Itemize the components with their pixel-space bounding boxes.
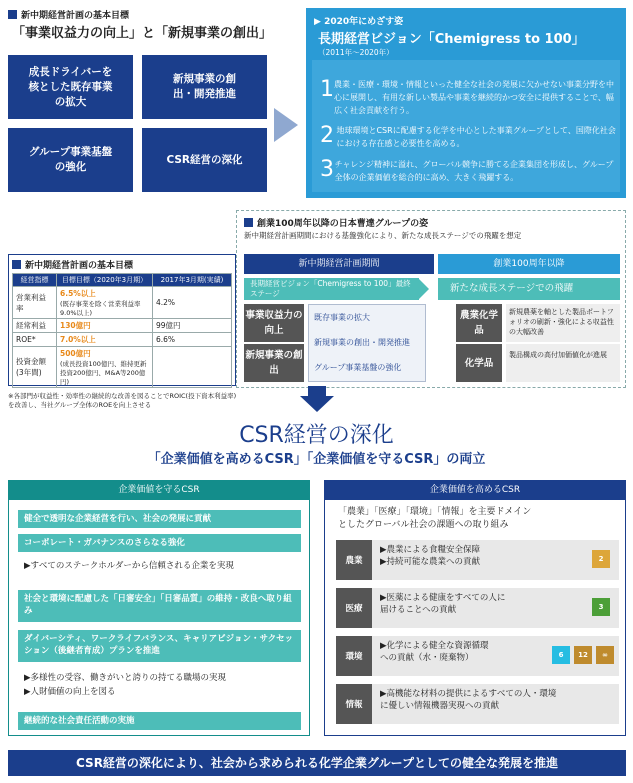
csr-right-row-medical (336, 588, 619, 628)
mid-item-3: グループ事業基盤の強化 (314, 363, 402, 372)
right-label-2: 化学品 (456, 344, 502, 382)
vision-item-2: 2 地球環境とCSRに配慮する化学を中心とした事業グループとして、国際化社会における存在感と必要性を高める。 (320, 123, 616, 148)
table-row (13, 347, 232, 388)
centennial-subtitle: 新中期経営計画期間における基盤強化により、新たな成長ステージでの飛躍を想定 (244, 231, 522, 240)
row-body: ▶高機能な材料の提供によるすべての人・環境 に優しい情報機器実現への貢献 (380, 689, 557, 711)
kpi-header-metric: 経営指標 (13, 274, 57, 287)
mid-item-2: 新規事業の創出・開発推進 (314, 338, 410, 347)
right-text-1: 新規農薬を軸とした製品ポートフォリオの刷新・強化による収益性の大幅改善 (506, 304, 620, 342)
kpi-cell: 6.6% (153, 333, 232, 347)
right-label-1: 農業化学品 (456, 304, 502, 342)
vision-item-1: 1 農業・医療・環境・情報といった健全な社会の発展に欠かせない事業分野を中心に展開し、有用な新しい製品や事業を継続的かつ安全に提供することで、幅広く社会貢献を行う。 (320, 77, 614, 115)
kpi-cell: 営業利益率 (13, 287, 57, 319)
top-left-headline: 「事業収益力の向上」と「新規事業の創出」 (12, 26, 273, 41)
kpi-cell: 投資金額(3年間) (13, 347, 57, 388)
kpi-label: 新中期経営計画の基本目標 (12, 258, 133, 271)
sdg-3-icon: 3 (592, 598, 610, 616)
vision-label: ▶ 2020年にめざす姿 (314, 17, 404, 27)
row-body: ▶化学による健全な資源循環 への貢献（水・廃棄物） (380, 641, 489, 663)
kpi-cell: 6.5%以上 (既存事業を除く営業利益率9.0%以上) (57, 287, 153, 319)
table-row (13, 319, 232, 333)
kpi-cell: 99億円 (153, 319, 232, 333)
row-label: 農業 (336, 540, 372, 580)
square-bullet-icon (12, 260, 21, 269)
vision-panel (306, 8, 626, 198)
kpi-cell: 130億円 (57, 319, 153, 333)
stage-arrow-icon (418, 278, 430, 300)
kpi-cell: ROE* (13, 333, 57, 347)
csr-title: CSR経営の深化 (239, 423, 394, 448)
table-row (13, 333, 232, 347)
csr-right-intro: 「農業」「医療」「環境」「情報」を主要ドメインとしたグローバル社会の課題への取り組み (338, 507, 532, 530)
left-label-1: 事業収益力の向上 (244, 304, 304, 342)
stage-left: 長期経営ビジョン「Chemigress to 100」最終ステージ (244, 278, 419, 300)
table-row (13, 287, 232, 319)
sdg-2-icon: 2 (592, 550, 610, 568)
centennial-label: 創業100周年以降の日本曹達グループの姿 (244, 216, 428, 229)
csr-right-row-env (336, 636, 619, 676)
row-label: 情報 (336, 684, 372, 724)
csr-left-item-1: 健全で透明な企業経営を行い、社会の発展に貢献 (18, 510, 301, 528)
after-header: 創業100周年以降 (438, 254, 620, 274)
kpi-table (12, 273, 232, 388)
mid-item-1: 既存事業の拡大 (314, 313, 370, 322)
csr-left-item-4: ダイバーシティ、ワークライフバランス、キャリアビジョン・サクセッション（後継者育成）プランを推進 (18, 630, 301, 662)
row-label: 環境 (336, 636, 372, 676)
kpi-cell: 経常利益 (13, 319, 57, 333)
csr-left-sub: ▶すべてのステークホルダーから信頼される企業を実現 (24, 561, 234, 571)
top-left-section-label: 新中期経営計画の基本目標 (8, 8, 129, 21)
vision-item-3: 3 チャレンジ精神に溢れ、グローバル競争に勝てる企業集団を形成し、グループ全体の企業価値を総合的に高め、大きく飛躍する。 (320, 157, 614, 182)
csr-right-row-agri (336, 540, 619, 580)
row-body: ▶医薬による健康をすべての人に 届けることへの貢献 (380, 593, 506, 615)
csr-left-item-5: 継続的な社会責任活動の実施 (18, 712, 301, 730)
row-body: ▶農業による食糧安全保障 ▶持続可能な農業への貢献 (380, 545, 481, 567)
goal-box-4: CSR経営の深化 (142, 128, 267, 192)
sdg-6-icon: 6 (552, 646, 570, 664)
table-row (13, 274, 232, 287)
csr-left-sub: ▶多様性の受容、働きがいと誇りの持てる職場の実現 (24, 673, 227, 683)
sdg-12b-icon: ∞ (596, 646, 614, 664)
stage-right: 新たな成長ステージでの飛躍 (438, 278, 620, 300)
csr-right-row-info (336, 684, 619, 724)
csr-left-item-3: 社会と環境に配慮した「日審安全」「日審品質」の維持・改良へ取り組み (18, 590, 301, 622)
kpi-footnote: ※各部門が収益性・効率性の継続的な改善を図ることでROIC(投下資本利益率)を改善し、当社グループ全体のROEを向上させる (8, 392, 237, 409)
square-bullet-icon (8, 10, 17, 19)
right-text-2: 製品構成の高付加価値化が進展 (506, 344, 620, 382)
kpi-header-actual: 2017年3月期(実績) (153, 274, 232, 287)
goal-box-1: 成長ドライバーを核とした既存事業の拡大 (8, 55, 133, 119)
goal-box-2: 新規事業の創出・開発推進 (142, 55, 267, 119)
kpi-header-target: 目標目標（2020年3月期） (57, 274, 153, 287)
csr-left-item-2: コーポレート・ガバナンスのさらなる強化 (18, 534, 301, 552)
row-label: 医療 (336, 588, 372, 628)
bottom-banner: CSR経営の深化により、社会から求められる化学企業グループとしての健全な発展を推進 (8, 750, 626, 776)
vision-title: 長期経営ビジョン「Chemigress to 100」 (318, 32, 585, 47)
kpi-cell (153, 347, 232, 388)
square-bullet-icon (244, 218, 253, 227)
kpi-cell: 500億円 (成長投資100億円、維持更新投資200億円、M&A等200億円) (57, 347, 153, 388)
arrow-right-icon (274, 108, 300, 142)
sdg-12-icon: 12 (574, 646, 592, 664)
csr-left-sub: ▶人財価値の向上を図る (24, 687, 116, 697)
csr-right-header: 企業価値を高めるCSR (324, 480, 626, 500)
left-label-2: 新規事業の創出 (244, 344, 304, 382)
kpi-cell: 4.2% (153, 287, 232, 319)
csr-left-header: 企業価値を守るCSR (8, 480, 310, 500)
csr-subtitle: 「企業価値を高めるCSR」「企業価値を守るCSR」の両立 (147, 452, 486, 467)
arrow-down-icon (300, 386, 334, 412)
period-header: 新中期経営計画期間 (244, 254, 434, 274)
kpi-cell: 7.0%以上 (57, 333, 153, 347)
goal-box-3: グループ事業基盤の強化 (8, 128, 133, 192)
vision-period: （2011年〜2020年） (318, 48, 394, 57)
